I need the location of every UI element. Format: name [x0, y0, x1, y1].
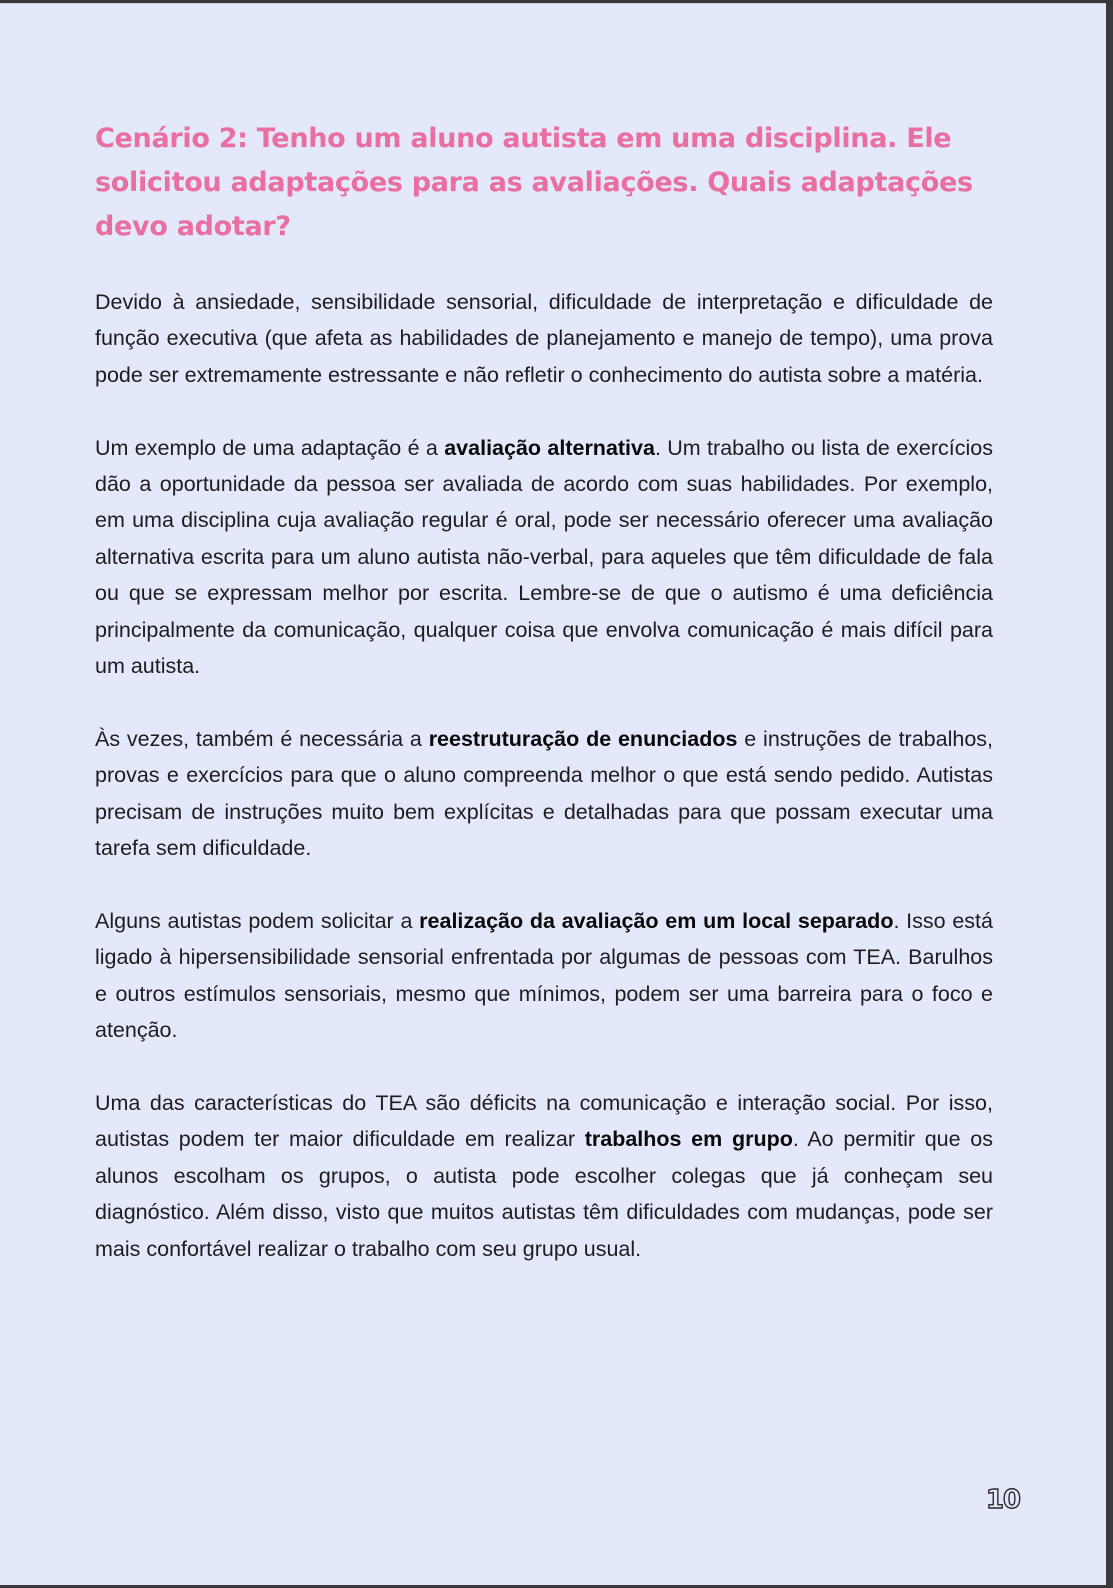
document-page — [0, 3, 1106, 1585]
paragraph-3 — [95, 721, 993, 867]
emphasis-local-separado: realização da avaliação em um local separado — [419, 908, 894, 933]
body-text — [95, 284, 993, 1303]
paragraph-text: . Isso está ligado à hipersensibilidade sensorial enfrentada por algumas de pessoas com TEA. Barulhos e outros estímulos sensoriais, mesmo que mínimos, podem ser uma barreira para o foco e atenção. — [95, 908, 993, 1043]
page-number: 10 — [985, 1485, 1020, 1515]
section-title: Cenário 2: Tenho um aluno autista em uma disciplina. Ele solicitou adaptações para as avaliações. Quais adaptações devo adotar? — [95, 123, 973, 242]
paragraph-2 — [95, 430, 993, 685]
paragraph-text: Alguns autistas podem solicitar a — [95, 908, 420, 933]
paragraph-text: Uma das características do TEA são déficits na comunicação e interação social. Por isso, autistas podem ter maior dificuldade em realizar — [95, 1090, 993, 1152]
paragraph-text: Devido à ansiedade, sensibilidade sensorial, dificuldade de interpretação e dificuldade de função executiva (que afeta as habilidades de planejamento e manejo de tempo), uma prova pode ser extremamente estressante e não refletir o conhecimento do autista sobre a matéria. — [95, 290, 993, 387]
emphasis-avaliacao-alternativa: avaliação alternativa — [444, 435, 655, 460]
paragraph-text: e instruções de trabalhos, provas e exercícios para que o aluno compreenda melhor o que está sendo pedido. Autistas precisam de instruções muito bem explícitas e detalhadas para que possam executar uma tarefa sem dificuldade. — [95, 726, 993, 861]
paragraph-1 — [95, 284, 993, 393]
emphasis-trabalhos-em-grupo: trabalhos em grupo — [584, 1127, 793, 1152]
paragraph-text: Às vezes, também é necessária a — [95, 726, 429, 751]
paragraph-5 — [95, 1085, 993, 1267]
paragraph-text: Um exemplo de uma adaptação é a — [95, 435, 445, 460]
paragraph-text: . Um trabalho ou lista de exercícios dão a oportunidade da pessoa ser avaliada de acordo com suas habilidades. Por exemplo, em uma disciplina cuja avaliação regular é oral, pode ser necessário oferecer uma avaliação alternativa escrita para um aluno autista não-verbal, para aqueles que têm dificuldade de fala ou que se expressam melhor por escrita. Lembre-se de que o autismo é uma deficiência principalmente da comunicação, qualquer coisa que envolva comunicação é mais difícil para um autista. — [95, 435, 993, 679]
paragraph-4 — [95, 903, 993, 1049]
paragraph-text: . Ao permitir que os alunos escolham os grupos, o autista pode escolher colegas que já conheçam seu diagnóstico. Além disso, visto que muitos autistas têm dificuldades com mudanças, pode ser mais confortável realizar o trabalho com seu grupo usual. — [95, 1127, 993, 1261]
emphasis-reestruturacao-enunciados: reestruturação de enunciados — [428, 726, 738, 751]
